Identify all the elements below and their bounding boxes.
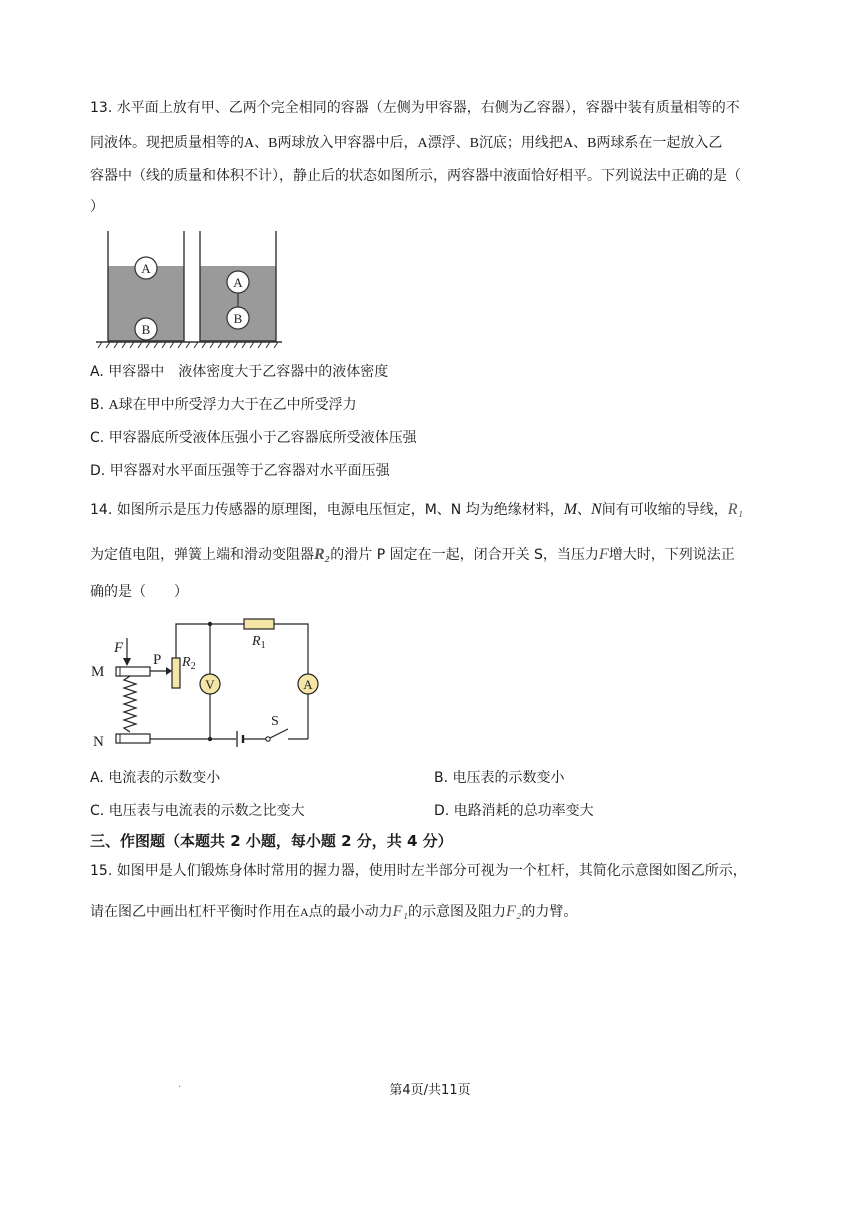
q13-line-1: 13. 水平面上放有甲、乙两个完全相同的容器（左侧为甲容器，右侧为乙容器），容器中装有质量相等的不 xyxy=(90,100,740,116)
f-symbol: F xyxy=(598,546,609,563)
q13-option-b: B. A球在甲中所受浮力大于在乙中所受浮力 xyxy=(90,397,357,413)
plate-m xyxy=(116,667,150,676)
q14-circuit-figure xyxy=(88,612,328,752)
q14-line-2: 为定值电阻，弹簧上端和滑动变阻器R₂的滑片 P 固定在一起，闭合开关 S，当压力F增大时，下列说法正 xyxy=(90,546,735,563)
resistor-r2 xyxy=(172,658,180,688)
ball-a-jia-label: A xyxy=(141,261,151,276)
switch-blade xyxy=(270,729,288,738)
q13-line-4: ） xyxy=(90,199,104,215)
page-number: 第4页/共11页 xyxy=(389,1083,471,1098)
q14-line-1: 14. 如图所示是压力传感器的原理图，电源电压恒定，M、N 均为绝缘材料，M、N间有可收缩的导线，R₁ xyxy=(90,501,744,518)
q13-line-3: 容器中（线的质量和体积不计），静止后的状态如图所示，两容器中液面恰好相平。下列说法中正确的是（ xyxy=(90,168,741,184)
footer-dot: . xyxy=(178,1079,182,1090)
r1-symbol: R₁ xyxy=(727,501,744,518)
q15-line-2: 请在图乙中画出杠杆平衡时作用在A点的最小动力F₁的示意图及阻力F₂的力臂。 xyxy=(90,903,578,920)
q13-line-2: 同液体。现把质量相等的A、B两球放入甲容器中后，A漂浮、B沉底；用线把A、B两球系在一起放入乙 xyxy=(90,135,723,151)
voltmeter-label: V xyxy=(205,677,215,692)
switch-s-label: S xyxy=(271,714,279,729)
force-f-label: F xyxy=(114,640,124,656)
ball-b-yi-label: B xyxy=(233,311,243,326)
ball-b-jia-label: B xyxy=(141,322,151,337)
q13-figure xyxy=(92,228,287,350)
q14-option-d: D. 电路消耗的总功率变大 xyxy=(434,803,594,819)
q13-option-a: A. 甲容器中 液体密度大于乙容器中的液体密度 xyxy=(90,364,389,380)
wire-top-right xyxy=(274,624,308,674)
q14-line-3: 确的是（ ） xyxy=(90,584,188,600)
force-arrowhead xyxy=(123,658,131,666)
ball-a-yi-label: A xyxy=(233,275,243,290)
q15-line-1: 15. 如图甲是人们锻炼身体时常用的握力器，使用时左半部分可视为一个杠杆，其简化示意图如图乙所示， xyxy=(90,863,747,879)
switch-pivot xyxy=(266,737,270,741)
ammeter-label: A xyxy=(303,677,313,692)
resistor-r1 xyxy=(244,619,274,629)
q13-option-c: C. 甲容器底所受液体压强小于乙容器底所受液体压强 xyxy=(90,430,417,446)
spring-icon xyxy=(124,676,136,732)
junction-bottom xyxy=(208,737,212,741)
plate-n xyxy=(116,734,150,743)
q14-option-c: C. 电压表与电流表的示数之比变大 xyxy=(90,803,305,819)
slider-pointer xyxy=(166,667,172,675)
q14-option-a: A. 电流表的示数变小 xyxy=(90,770,221,786)
plate-m-label: M xyxy=(91,664,105,680)
r2-symbol: R₂ xyxy=(314,546,331,563)
junction-top xyxy=(208,622,212,626)
resistor-r2-label: $R_2$ xyxy=(182,655,196,672)
slider-p-label: P xyxy=(153,652,162,668)
f2-symbol: F₂ xyxy=(506,903,522,920)
q13-option-d: D. 甲容器对水平面压强等于乙容器对水平面压强 xyxy=(90,463,390,479)
f1-symbol: F₁ xyxy=(392,903,409,920)
section-3-heading: 三、作图题（本题共 2 小题，每小题 2 分，共 4 分） xyxy=(90,832,453,850)
ground-hatch xyxy=(98,342,278,348)
plate-n-label: N xyxy=(93,734,104,750)
resistor-r1-label: $R_1$ xyxy=(252,634,266,651)
q14-option-b: B. 电压表的示数变小 xyxy=(434,770,565,786)
